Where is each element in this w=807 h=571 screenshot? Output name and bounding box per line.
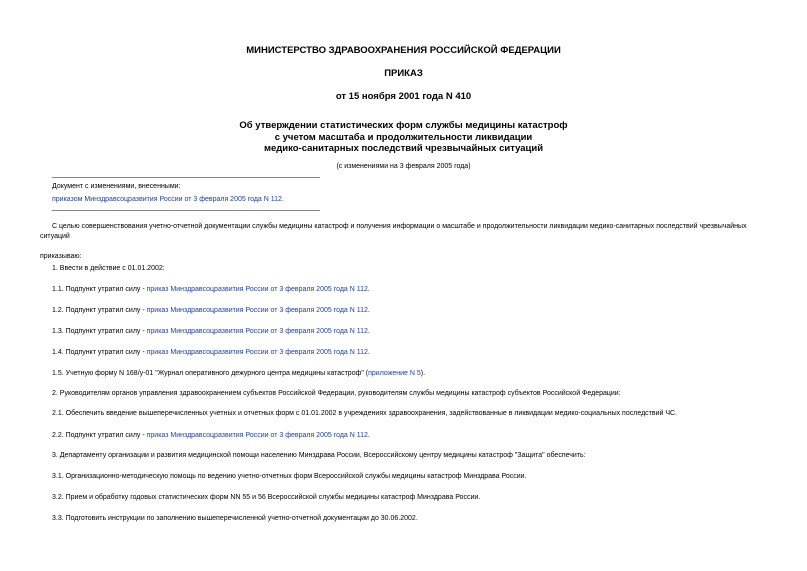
document-title: [0, 120, 807, 155]
order-item-text: 1.1. Подпункт утратил силу -: [52, 286, 147, 293]
order-item-text: 1.3. Подпункт утратил силу -: [52, 328, 147, 335]
order-item-text: 3.1. Организационно-методическую помощь по ведению учетно-отчетных форм Всероссийской службы медицины катастроф Минздрава России.: [52, 473, 527, 480]
date-number-heading: от 15 ноября 2001 года N 410: [335, 91, 472, 102]
order-item-text: 3. Департаменту организации и развития медицинской помощи населению Минздрава России, Всероссийскому центру медицины катастроф "Защита" обеспечить:: [52, 452, 586, 459]
order-item-link[interactable]: приказ Минздравсоцразвития России от 3 февраля 2005 года N 112: [146, 432, 368, 439]
order-item-text: 2. Руководителям органов управления здравоохранением субъектов Российской Федерации, руководителям службы медицины катастроф субъектов Российской Федерации:: [52, 390, 621, 397]
changes-box-bottom-rule: [52, 210, 320, 211]
order-item: [52, 473, 527, 480]
intro-paragraph: С целью совершенствования учетно-отчетной документации службы медицины катастроф и получения информации о масштабе и продолжительности ликвидации медико-санитарных последствий чрезвычайных ситуаций: [40, 223, 747, 240]
changes-box: [52, 177, 320, 211]
order-item-tail: .: [367, 286, 370, 293]
order-item: [52, 328, 370, 335]
changes-box-link[interactable]: приказом Минздравсоцразвития России от 3 февраля 2005 года N 112.: [52, 196, 284, 203]
amendment-note: (с изменениями на 3 февраля 2005 года): [336, 163, 471, 170]
order-item: [52, 452, 586, 459]
order-item-text: 3.2. Прием и обработку годовых статистических форм NN 55 и 56 Всероссийской службы медицины катастроф Минздрава России.: [52, 494, 481, 501]
title-line-3: медико-санитарных последствий чрезвычайных ситуаций: [263, 143, 544, 154]
order-item: [52, 307, 370, 314]
order-item-link[interactable]: приложение N 5: [368, 370, 421, 377]
order-item-text: 1.5. Учетную форму N 168/у-01 "Журнал оперативного дежурного центра медицины катастроф" (: [52, 370, 369, 377]
order-item-text: 2.1. Обеспечить введение вышеперечисленных учетных и отчетных форм с 01.01.2002 в учреждениях здравоохранения, задействованные в ликвидации медико-социальных последствий ЧС.: [52, 410, 678, 417]
order-item: [52, 432, 370, 439]
order-item: [52, 515, 418, 522]
order-item: [52, 265, 165, 272]
title-line-1: Об утверждении статистических форм службы медицины катастроф: [239, 120, 568, 131]
order-item-link[interactable]: приказ Минздравсоцразвития России от 3 февраля 2005 года N 112: [146, 286, 368, 293]
order-item-text: 3.3. Подготовить инструкции по заполнению вышеперечисленной учетно-отчетной документации до 30.06.2002.: [52, 515, 418, 522]
order-item-tail: .: [367, 328, 370, 335]
ministry-heading: МИНИСТЕРСТВО ЗДРАВООХРАНЕНИЯ РОССИЙСКОЙ ФЕДЕРАЦИИ: [246, 45, 561, 56]
order-item-text: 1.2. Подпункт утратил силу -: [52, 307, 147, 314]
order-item: [52, 494, 480, 501]
order-item-text: 1. Ввести в действие с 01.01.2002:: [52, 265, 165, 272]
title-line-2: с учетом масштаба и продолжительности ликвидации: [274, 131, 533, 143]
order-item: [52, 349, 370, 356]
order-item-tail: .: [367, 349, 370, 356]
changes-box-top-rule: [52, 177, 320, 178]
order-item-tail: .: [367, 307, 370, 314]
order-item: [52, 286, 370, 293]
order-item-tail: ).: [420, 370, 426, 377]
prikazyvayu-label: приказываю:: [40, 253, 82, 260]
order-item-tail: .: [367, 432, 370, 439]
changes-box-label: Документ с изменениями, внесенными:: [52, 183, 181, 190]
order-item-link[interactable]: приказ Минздравсоцразвития России от 3 февраля 2005 года N 112: [146, 349, 368, 356]
order-item: [52, 370, 425, 377]
order-item: [52, 410, 677, 417]
order-item-link[interactable]: приказ Минздравсоцразвития России от 3 февраля 2005 года N 112: [146, 328, 368, 335]
order-item-link[interactable]: приказ Минздравсоцразвития России от 3 февраля 2005 года N 112: [146, 307, 368, 314]
order-item: [52, 390, 621, 397]
doc-type-heading: ПРИКАЗ: [384, 68, 423, 79]
order-item-text: 2.2. Подпункт утратил силу -: [52, 432, 147, 439]
order-item-text: 1.4. Подпункт утратил силу -: [52, 349, 147, 356]
